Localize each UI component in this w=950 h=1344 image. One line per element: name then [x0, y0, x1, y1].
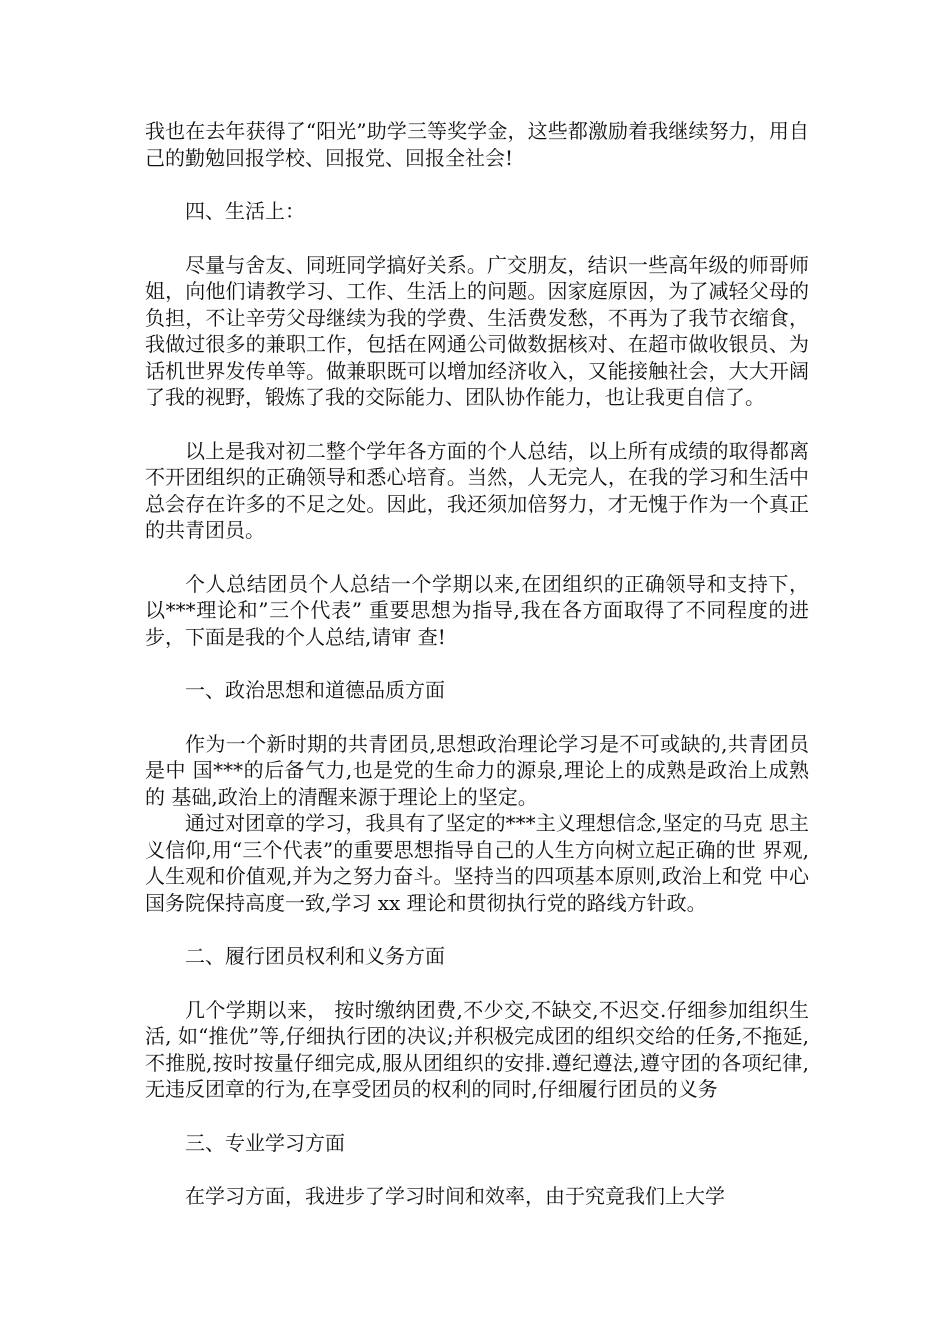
paragraph-scholarship: 我也在去年获得了“阳光”助学三等奖学金，这些都激励着我继续努力，用自己的勤勉回报学校、回报党、回报全社会!	[145, 119, 809, 170]
heading-life: 四、生活上：	[185, 199, 305, 223]
paragraph-summary-conclusion: 以上是我对初二整个学年各方面的个人总结，以上所有成绩的取得都离不开团组织的正确领导和悉心培育。当然，人无完人，在我的学习和生活中总会存在许多的不足之处。因此，我还须加倍努力，才无愧于作为一个真正的共青团员。	[145, 438, 809, 542]
heading-study: 三、专业学习方面	[185, 1130, 345, 1155]
paragraph-study: 在学习方面，我进步了学习时间和效率，由于究竟我们上大学	[185, 1184, 725, 1208]
document-page	[145, 118, 809, 1210]
heading-duties: 二、履行团员权利和义务方面	[185, 944, 445, 968]
heading-political: 一、政治思想和道德品质方面	[185, 678, 445, 702]
paragraph-summary-intro: 个人总结团员个人总结一个学期以来,在团组织的正确领导和支持下，以***理论和”三个代表” 重要思想为指导,我在各方面取得了不同程度的进步，下面是我的个人总结,请审 查!	[145, 571, 809, 649]
paragraph-life: 尽量与舍友、同班同学搞好关系。广交朋友，结识一些高年级的师哥师姐，向他们请教学习、工作、生活上的问题。因家庭原因，为了减轻父母的负担，不让辛劳父母继续为我的学费、生活费发愁，不再为了我节衣缩食，我做过很多的兼职工作，包括在网通公司做数据核对、在超市做收银员、为话机世界发传单等。做兼职既可以增加经济收入，又能接触社会，大大开阔了我的视野，锻炼了我的交际能力、团队协作能力，也让我更自信了。	[145, 252, 809, 409]
paragraph-duties: 几个学期以来， 按时缴纳团费,不少交,不缺交,不迟交.仔细参加组织生活, 如“推优”等,仔细执行团的决议;并积极完成团的组织交给的任务,不拖延, 不推脱,按时按量仔细完成,服从团组织的安排.遵纪遵法,遵守团的各项纪律, 无违反团章的行为,在享受团员的权利的同时,仔细履行团员的义务	[145, 997, 809, 1101]
paragraph-political-2: 通过对团章的学习，我具有了坚定的***主义理想信念,坚定的马克 思主义信仰,用“三个代表”的重要思想指导自己的人生方向树立起正确的世 界观,人生观和价值观,并为之努力奋斗。坚持当的四项基本原则,政治上和党 中心国务院保持高度一致,学习 xx 理论和贯彻执行党的路线方针政。	[145, 811, 809, 915]
paragraph-political-1: 作为一个新时期的共青团员,思想政治理论学习是不可或缺的,共青团员是中 国***的后备气力,也是党的生命力的源泉,理论上的成熟是政治上成熟的 基础,政治上的清醒来源于理论上的坚定。	[145, 731, 809, 809]
